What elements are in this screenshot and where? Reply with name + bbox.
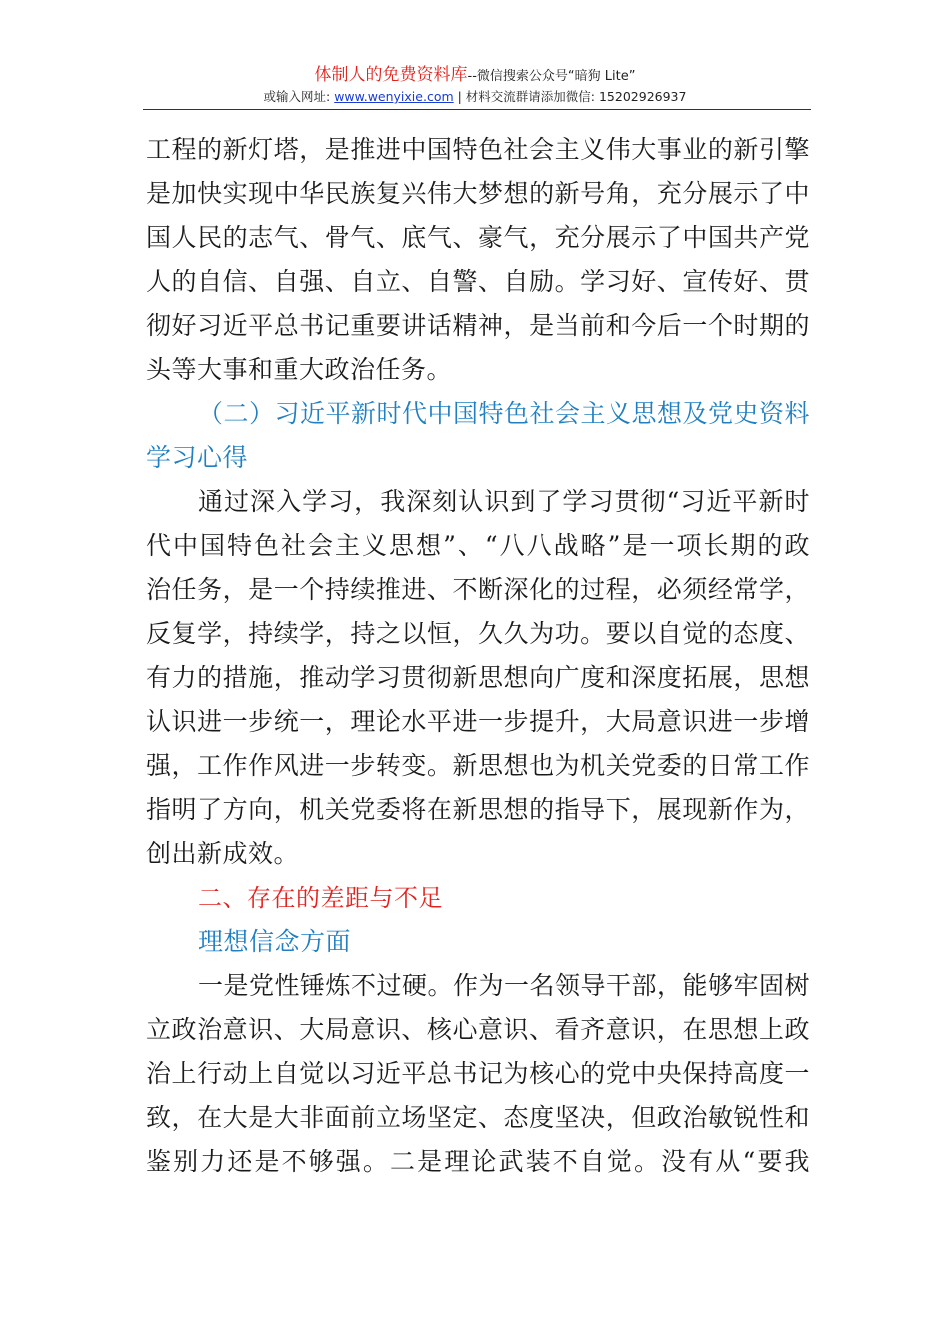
body-line: 一是党性锤炼不过硬。作为一名领导干部，能够牢固树: [198, 971, 811, 1000]
body-line: 强，工作作风进一步转变。新思想也为机关党委的日常工作: [146, 751, 810, 780]
subsection-heading: 理想信念方面: [198, 927, 352, 956]
body-line: 认识进一步统一，理论水平进一步提升，大局意识进一步增: [146, 707, 810, 736]
body-line: 治任务，是一个持续推进、不断深化的过程，必须经常学，: [146, 575, 810, 604]
page-header: [0, 64, 950, 106]
body-line: 指明了方向，机关党委将在新思想的指导下，展现新作为，: [146, 795, 810, 824]
header-brand-suffix: --微信搜索公众号“暗狗 Lite”: [467, 69, 636, 84]
body-line: 头等大事和重大政治任务。: [146, 355, 453, 384]
body-line: 代中国特色社会主义思想”、“八八战略”是一项长期的政: [146, 531, 810, 560]
section-heading-line: （二）习近平新时代中国特色社会主义思想及党史资料: [198, 399, 811, 428]
body-line: 有力的措施，推动学习贯彻新思想向广度和深度拓展，思想: [146, 663, 810, 692]
chapter-heading: 二、存在的差距与不足: [198, 884, 443, 912]
section-heading-line: 学习心得: [146, 443, 249, 472]
header-divider: [143, 109, 811, 110]
body-line: 人的自信、自强、自立、自警、自励。学习好、宣传好、贯: [146, 267, 810, 296]
header-url-line: [0, 88, 950, 106]
body-line: 是加快实现中华民族复兴伟大梦想的新号角，充分展示了中: [146, 179, 810, 208]
body-line: 立政治意识、大局意识、核心意识、看齐意识，在思想上政: [146, 1015, 810, 1044]
body-line: 治上行动上自觉以习近平总书记为核心的党中央保持高度一: [146, 1059, 810, 1088]
body-line: 彻好习近平总书记重要讲话精神，是当前和今后一个时期的: [146, 311, 810, 340]
body-line: 鉴别力还是不够强。二是理论武装不自觉。没有从“要我: [146, 1147, 810, 1176]
header-title-line: [0, 64, 950, 88]
body-line: 工程的新灯塔，是推进中国特色社会主义伟大事业的新引擎: [146, 135, 810, 164]
header-url-prefix: 或输入网址:: [263, 89, 335, 104]
body-line: 反复学，持续学，持之以恒，久久为功。要以自觉的态度、: [146, 619, 810, 648]
body-line: 致，在大是大非面前立场坚定、态度坚决，但政治敏锐性和: [146, 1103, 810, 1132]
header-url-link[interactable]: www.wenyixie.com: [334, 89, 454, 104]
header-url-suffix: | 材料交流群请添加微信: 15202926937: [453, 89, 687, 104]
body-line: 创出新成效。: [146, 839, 300, 868]
body-line: 国人民的志气、骨气、底气、豪气，充分展示了中国共产党: [146, 223, 810, 252]
document-body: [146, 128, 810, 1184]
header-brand: 体制人的免费资料库: [314, 65, 468, 85]
body-line: 通过深入学习，我深刻认识到了学习贯彻“习近平新时: [198, 487, 810, 516]
